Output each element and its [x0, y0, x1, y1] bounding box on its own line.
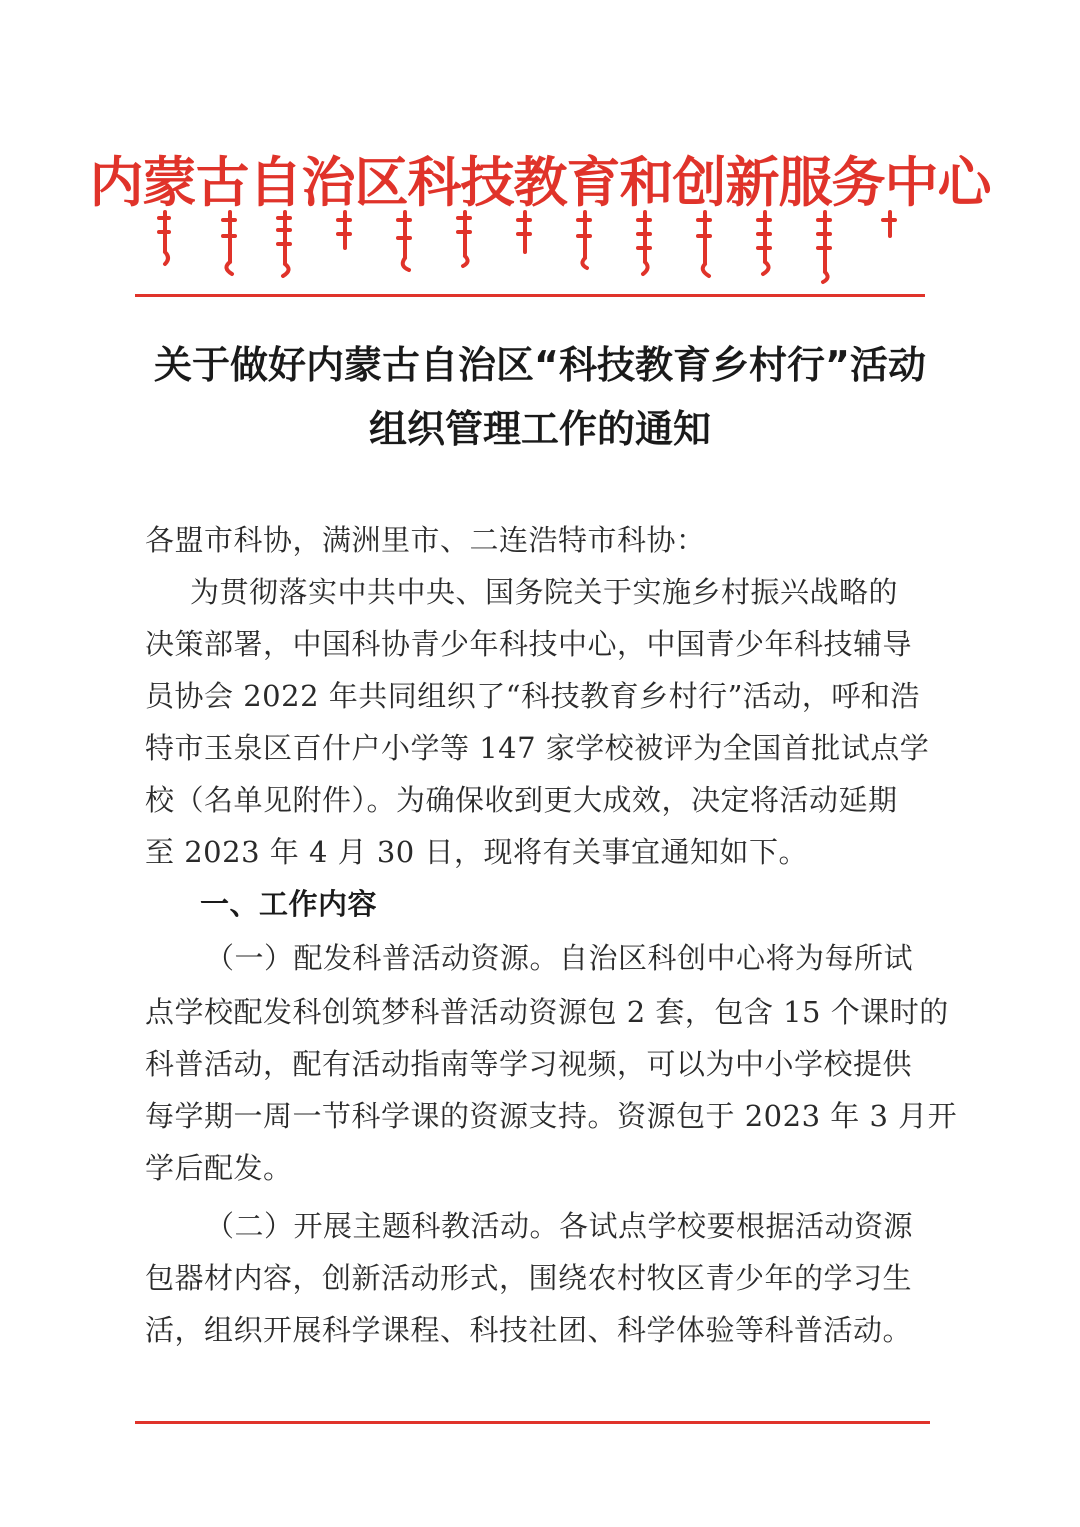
- paragraph-2-line: 每学期一周一节科学课的资源支持。资源包于 2023 年 3 月开: [145, 1099, 958, 1133]
- paragraph-2-line: （一）配发科普活动资源。自治区科创中心将为每所试: [205, 941, 914, 975]
- paragraph-2-line: 科普活动，配有活动指南等学习视频，可以为中小学校提供: [145, 1047, 913, 1081]
- paragraph-3-line: 活，组织开展科学课程、科技社团、科学体验等科普活动。: [145, 1313, 913, 1347]
- mongolian-script-logo: [155, 208, 915, 286]
- document-title-line-1: 关于做好内蒙古自治区“科技教育乡村行”活动: [154, 343, 926, 387]
- paragraph-1-line: 决策部署，中国科协青少年科技中心，中国青少年科技辅导: [145, 627, 913, 661]
- paragraph-1-line: 员协会 2022 年共同组织了“科技教育乡村行”活动，呼和浩: [145, 679, 920, 713]
- paragraph-1-line: 校（名单见附件）。为确保收到更大成效，决定将活动延期: [145, 783, 898, 817]
- document-title-line-2: 组织管理工作的通知: [368, 407, 711, 451]
- paragraph-3-line: 包器材内容，创新活动形式，围绕农村牧区青少年的学习生: [145, 1261, 913, 1295]
- paragraph-1-line: 至 2023 年 4 月 30 日，现将有关事宜通知如下。: [145, 835, 808, 869]
- paragraph-1-line: 特市玉泉区百什户小学等 147 家学校被评为全国首批试点学: [145, 731, 930, 765]
- paragraph-2-line: 学后配发。: [145, 1151, 293, 1185]
- paragraph-1-line: 为贯彻落实中共中央、国务院关于实施乡村振兴战略的: [190, 575, 899, 609]
- paragraph-3-line: （二）开展主题科教活动。各试点学校要根据活动资源: [205, 1209, 914, 1243]
- footer-divider: [135, 1421, 930, 1424]
- letterhead-org-name: 内蒙古自治区科技教育和创新服务中心: [89, 150, 991, 214]
- salutation: 各盟市科协，满洲里市、二连浩特市科协：: [145, 523, 706, 557]
- header-divider: [135, 294, 925, 297]
- paragraph-2-line: 点学校配发科创筑梦科普活动资源包 2 套，包含 15 个课时的: [145, 995, 949, 1029]
- section-heading: 一、工作内容: [200, 887, 378, 921]
